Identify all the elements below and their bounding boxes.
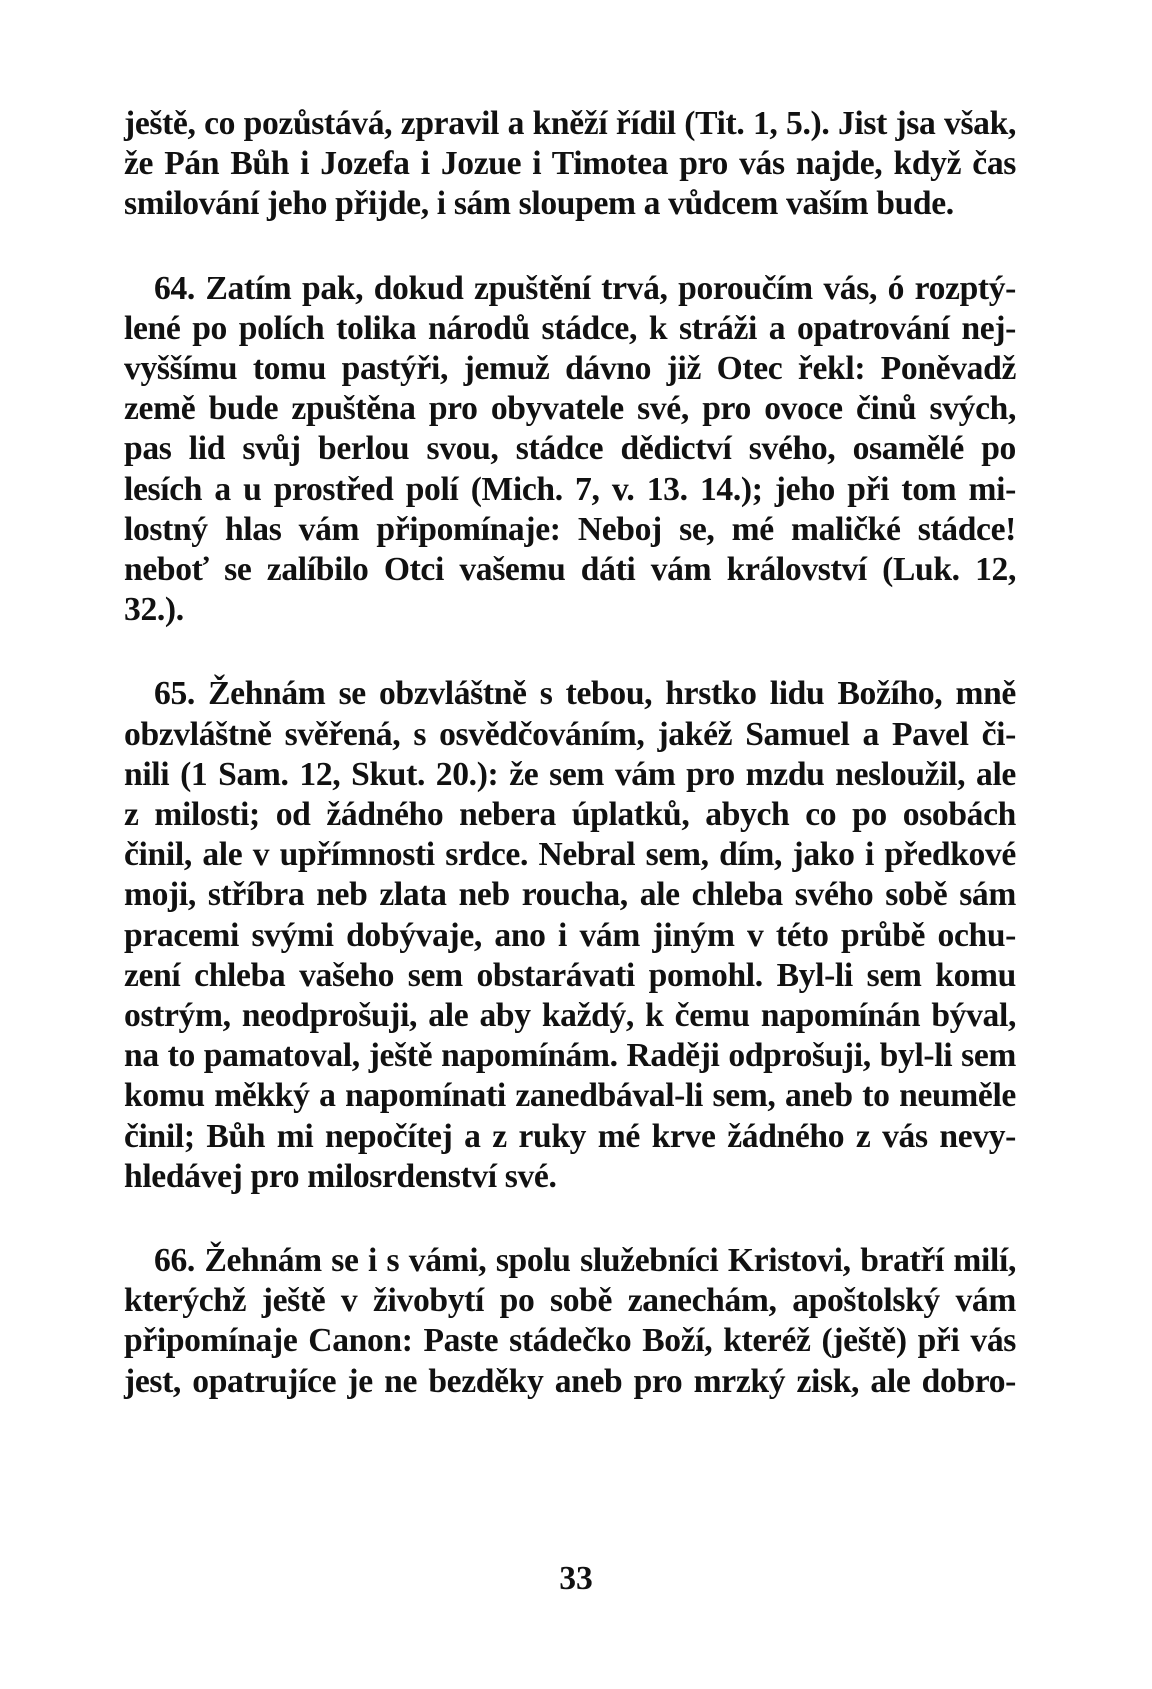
text-line: nili (1 Sam. 12, Skut. 20.): že sem vám pro mzdu nesloužil, ale [124, 755, 1016, 793]
text-line: neboť se zalíbilo Otci vašemu dáti vám království (Luk. 12, [124, 551, 1016, 589]
text-line: lené po polích tolika národů stádce, k stráži a opatrování nej- [124, 309, 1016, 347]
text-line: 65. Žehnám se obzvláštně s tebou, hrstko lidu Božího, mně [154, 675, 1016, 713]
text-line: pas lid svůj berlou svou, stádce dědictví svého, osamělé po [124, 430, 1016, 468]
text-line: 64. Zatím pak, dokud zpuštění trvá, poroučím vás, ó rozptý- [154, 269, 1016, 307]
text-line: 32.). [124, 591, 184, 629]
text-line: že Pán Bůh i Jozefa i Jozue i Timotea pro vás najde, když čas [124, 145, 1016, 183]
text-line: činil; Bůh mi nepočítej a z ruky mé krve žádného z vás nevy- [124, 1117, 1016, 1155]
text-line: činil, ale v upřímnosti srdce. Nebral sem, dím, jako i předkové [124, 836, 1016, 874]
paragraph-66 [124, 1241, 1016, 1402]
page-body [124, 104, 1016, 1402]
paragraph-64 [124, 269, 1016, 631]
text-line: 66. Žehnám se i s vámi, spolu služebníci Kristovi, bratří milí, [154, 1242, 1016, 1280]
text-line: z milosti; od žádného nebera úplatků, abych co po osobách [124, 796, 1016, 834]
text-line: komu měkký a napomínati zanedbával-li sem, aneb to neuměle [124, 1077, 1016, 1115]
text-line: zení chleba vašeho sem obstarávati pomohl. Byl-li sem komu [124, 956, 1016, 994]
text-line: země bude zpuštěna pro obyvatele své, pro ovoce činů svých, [124, 390, 1016, 428]
text-line: ještě, co pozůstává, zpravil a kněží řídil (Tit. 1, 5.). Jist jsa však, [124, 105, 1016, 142]
text-line: na to pamatoval, ještě napomínám. Raději odprošuji, byl-li sem [124, 1037, 1016, 1075]
text-line: vyššímu tomu pastýři, jemuž dávno již Otec řekl: Poněvadž [124, 350, 1016, 388]
text-line: pracemi svými dobývaje, ano i vám jiným v této průbě ochu- [124, 916, 1016, 954]
text-line: obzvláštně svěřená, s osvědčováním, jakéž Samuel a Pavel či- [124, 715, 1016, 753]
text-line: lesích a u prostřed polí (Mich. 7, v. 13. 14.); jeho při tom mi- [124, 470, 1016, 508]
text-line: kterýchž ještě v živobytí po sobě zanechám, apoštolský vám [124, 1282, 1016, 1320]
text-line: smilování jeho přijde, i sám sloupem a vůdcem vaším bude. [124, 185, 954, 223]
text-line: ostrým, neodprošuji, ale aby každý, k čemu napomínán býval, [124, 997, 1016, 1035]
paragraph-65 [124, 674, 1016, 1197]
text-line: moji, stříbra neb zlata neb roucha, ale chleba svého sobě sám [124, 876, 1016, 914]
text-line: připomínaje Canon: Paste stádečko Boží, kteréž (ještě) při vás [124, 1322, 1016, 1360]
text-line: hledávej pro milosrdenství své. [124, 1157, 557, 1195]
text-line: jest, opatrujíce je ne bezděky aneb pro mrzký zisk, ale dobro- [124, 1362, 1016, 1400]
page-number: 33 [559, 1560, 593, 1597]
text-line: lostný hlas vám připomínaje: Neboj se, mé maličké stádce! [124, 510, 1016, 548]
paragraph-continuation [124, 104, 1016, 225]
